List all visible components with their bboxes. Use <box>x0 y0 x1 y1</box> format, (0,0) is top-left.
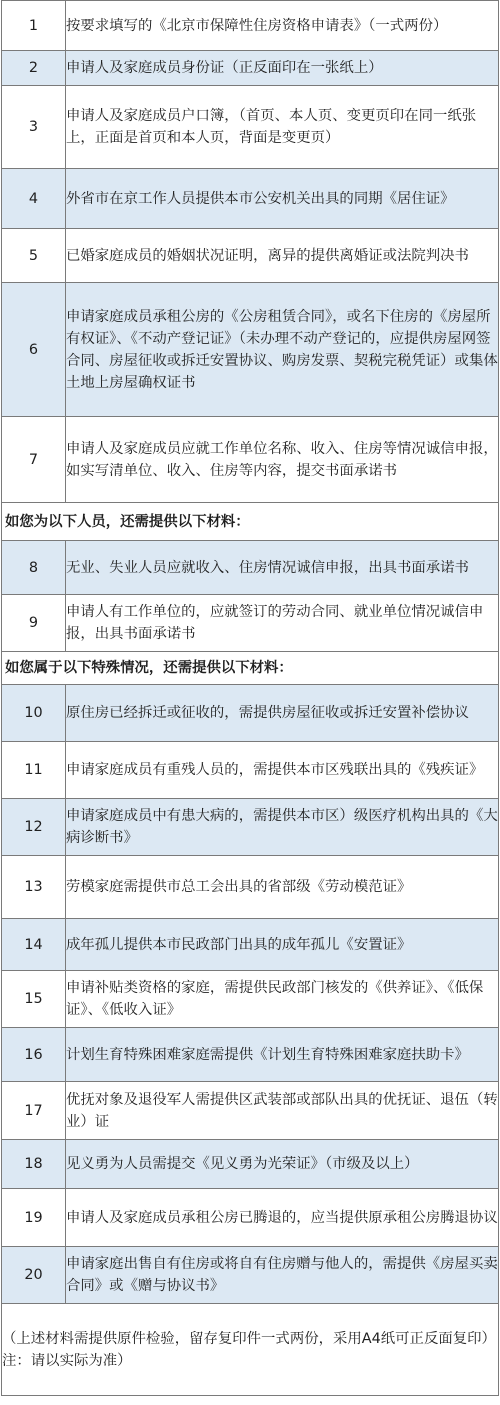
row-number: 7 <box>2 417 66 503</box>
row-text: 申请补贴类资格的家庭，需提供民政部门核发的《供养证》、《低保证》、《低收入证》 <box>66 971 499 1028</box>
table-row <box>2 1189 499 1247</box>
row-text: 无业、失业人员应就收入、住房情况诚信申报，出具书面承诺书 <box>66 541 499 595</box>
row-text: 申请人有工作单位的，应就签订的劳动合同、就业单位情况诚信申报，出具书面承诺书 <box>66 595 499 652</box>
row-text: 劳模家庭需提供市总工会出具的省部级《劳动模范证》 <box>66 856 499 919</box>
section-header <box>2 503 499 541</box>
row-number: 12 <box>2 799 66 856</box>
row-text: 计划生育特殊困难家庭需提供《计划生育特殊困难家庭扶助卡》 <box>66 1028 499 1082</box>
table-row <box>2 1 499 51</box>
table-row <box>2 283 499 417</box>
table-row <box>2 1028 499 1082</box>
row-number: 13 <box>2 856 66 919</box>
row-number: 9 <box>2 595 66 652</box>
row-number: 18 <box>2 1140 66 1189</box>
row-text: 申请人及家庭成员身份证（正反面印在一张纸上） <box>66 51 499 86</box>
row-text: 申请家庭成员承租公房的《公房租赁合同》，或名下住房的《房屋所有权证》、《不动产登记证》（未办理不动产登记的，应提供房屋网签合同、房屋征收或拆迁安置协议、购房发票、契税完税凭证）或集体土地上房屋确权证书 <box>66 283 499 417</box>
row-text: 已婚家庭成员的婚姻状况证明，离异的提供离婚证或法院判决书 <box>66 229 499 283</box>
row-number: 6 <box>2 283 66 417</box>
row-text: 申请人及家庭成员应就工作单位名称、收入、住房等情况诚信申报，如实写清单位、收入、住房等内容，提交书面承诺书 <box>66 417 499 503</box>
row-text: 原住房已经拆迁或征收的，需提供房屋征收或拆迁安置补偿协议 <box>66 685 499 742</box>
row-text: 优抚对象及退役军人需提供区武装部或部队出具的优抚证、退伍（转业）证 <box>66 1082 499 1140</box>
table-row <box>2 1247 499 1304</box>
row-number: 19 <box>2 1189 66 1247</box>
row-number: 5 <box>2 229 66 283</box>
footnote-row <box>2 1304 499 1396</box>
row-text: 申请人及家庭成员户口簿，（首页、本人页、变更页印在同一纸张上，正面是首页和本人页，背面是变更页） <box>66 86 499 169</box>
row-text: 成年孤儿提供本市民政部门出具的成年孤儿《安置证》 <box>66 919 499 971</box>
row-text: 见义勇为人员需提交《见义勇为光荣证》（市级及以上） <box>66 1140 499 1189</box>
row-number: 16 <box>2 1028 66 1082</box>
footnote-line: 注：请以实际为准） <box>2 1352 132 1369</box>
table-row <box>2 86 499 169</box>
row-number: 2 <box>2 51 66 86</box>
row-number: 10 <box>2 685 66 742</box>
table-row <box>2 971 499 1028</box>
table-row <box>2 1082 499 1140</box>
documents-table <box>1 0 499 1396</box>
table-row <box>2 229 499 283</box>
row-text: 申请家庭成员有重残人员的，需提供本市区残联出具的《残疾证》 <box>66 742 499 799</box>
section-header <box>2 652 499 685</box>
row-number: 1 <box>2 1 66 51</box>
row-text: 申请家庭出售自有住房或将自有住房赠与他人的，需提供《房屋买卖合同》或《赠与协议书》 <box>66 1247 499 1304</box>
table-row <box>2 742 499 799</box>
row-text: 申请家庭成员中有患大病的，需提供本市区）级医疗机构出具的《大病诊断书》 <box>66 799 499 856</box>
row-number: 17 <box>2 1082 66 1140</box>
row-number: 20 <box>2 1247 66 1304</box>
table-row <box>2 1140 499 1189</box>
footnote <box>2 1304 499 1396</box>
section-title: 如您为以下人员，还需提供以下材料： <box>2 503 499 541</box>
table-row <box>2 169 499 229</box>
table-row <box>2 799 499 856</box>
table-row <box>2 595 499 652</box>
table-row <box>2 856 499 919</box>
row-text: 申请人及家庭成员承租公房已腾退的，应当提供原承租公房腾退协议 <box>66 1189 499 1247</box>
row-text: 按要求填写的《北京市保障性住房资格申请表》（一式两份） <box>66 1 499 51</box>
row-number: 8 <box>2 541 66 595</box>
row-number: 14 <box>2 919 66 971</box>
footnote-line: （上述材料需提供原件检验，留存复印件一式两份，采用A4纸可正反面复印） <box>2 1330 496 1347</box>
section-title: 如您属于以下特殊情况，还需提供以下材料： <box>2 652 499 685</box>
table-row <box>2 417 499 503</box>
table-row <box>2 541 499 595</box>
table-row <box>2 919 499 971</box>
row-number: 15 <box>2 971 66 1028</box>
row-number: 3 <box>2 86 66 169</box>
table-row <box>2 51 499 86</box>
row-number: 11 <box>2 742 66 799</box>
row-text: 外省市在京工作人员提供本市公安机关出具的同期《居住证》 <box>66 169 499 229</box>
table-row <box>2 685 499 742</box>
row-number: 4 <box>2 169 66 229</box>
